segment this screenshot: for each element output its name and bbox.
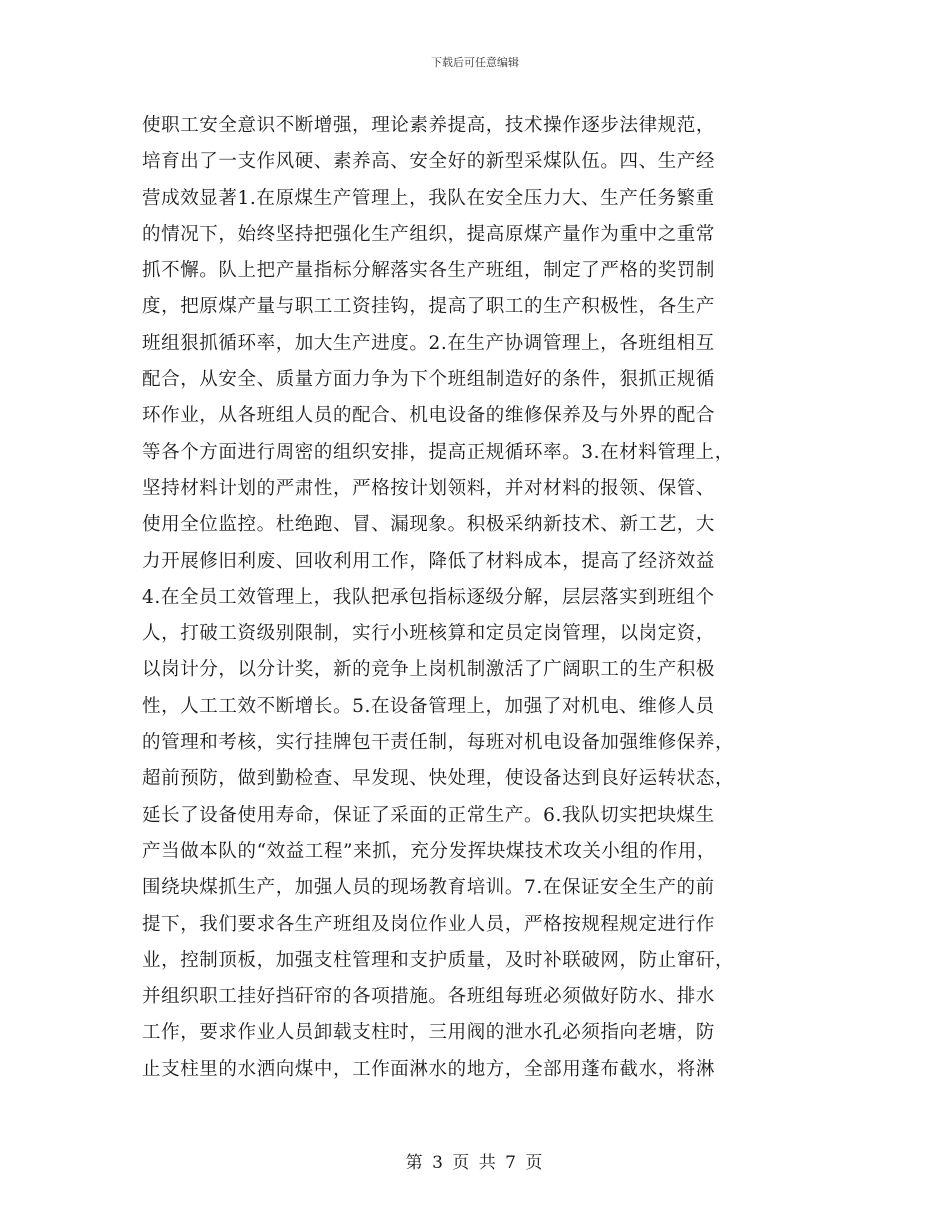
body-line: 并组织职工挂好挡矸帘的各项措施。各班组每班必须做好防水、排水: [142, 986, 716, 1008]
body-line: 配合，从安全、质量方面力争为下个班组制造好的条件，狠抓正规循: [142, 369, 716, 391]
page-footer: 第 3 页 共 7 页: [405, 1153, 545, 1173]
body-line: 工作，要求作业人员卸载支柱时，三用阀的泄水孔必须指向老塘，防: [142, 1022, 716, 1044]
body-line: 性，人工工效不断增长。5.在设备管理上，加强了对机电、维修人员: [142, 695, 715, 717]
body-line: 4.在全员工效管理上，我队把承包指标逐级分解，层层落实到班组个: [142, 586, 715, 608]
body-line: 使用全位监控。杜绝跑、冒、漏现象。积极采纳新技术、新工艺，大: [142, 514, 716, 536]
body-line: 人，打破工资级别限制，实行小班核算和定员定岗管理，以岗定资，: [142, 623, 716, 645]
body-text: [142, 108, 812, 1088]
body-line: 使职工安全意识不断增强，理论素养提高，技术操作逐步法律规范，: [142, 115, 716, 136]
body-line: 延长了设备使用寿命，保证了采面的正常生产。6.我队切实把块煤生: [142, 804, 715, 826]
body-line: 提下，我们要求各生产班组及岗位作业人员，严格按规程规定进行作: [142, 913, 716, 935]
body-line: 围绕块煤抓生产，加强人员的现场教育培训。7.在保证安全生产的前: [142, 877, 715, 899]
body-line: 营成效显著1.在原煤生产管理上，我队在安全压力大、生产任务繁重: [142, 187, 715, 209]
body-line: 产当做本队的“效益工程”来抓，充分发挥块煤技术攻关小组的作用，: [142, 840, 717, 862]
body-line: 的情况下，始终坚持把强化生产组织，提高原煤产量作为重中之重常: [142, 223, 716, 245]
body-line: 以岗计分，以分计奖，新的竞争上岗机制激活了广阔职工的生产积极: [142, 659, 716, 681]
body-line: 止支柱里的水洒向煤中，工作面淋水的地方，全部用蓬布截水，将淋: [142, 1058, 716, 1080]
page-header: 下载后可任意编辑: [431, 56, 519, 69]
body-line: 环作业，从各班组人员的配合、机电设备的维修保养及与外界的配合: [142, 405, 716, 427]
body-line: 班组狠抓循环率，加大生产进度。2.在生产协调管理上，各班组相互: [142, 332, 715, 354]
body-line: 度，把原煤产量与职工工资挂钩，提高了职工的生产积极性，各生产: [142, 296, 716, 318]
body-line: 培育出了一支作风硬、素养高、安全好的新型采煤队伍。四、生产经: [142, 151, 716, 173]
body-line: 抓不懈。队上把产量指标分解落实各生产班组，制定了严格的奖罚制: [142, 260, 716, 282]
body-line: 等各个方面进行周密的组织安排，提高正规循环率。3.在材料管理上，: [142, 441, 734, 463]
body-line: 坚持材料计划的严肃性，严格按计划领料，并对材料的报领、保管、: [142, 477, 716, 499]
body-line: 力开展修旧利废、回收利用工作，降低了材料成本，提高了经济效益: [142, 550, 716, 572]
body-line: 的管理和考核，实行挂牌包干责任制，每班对机电设备加强维修保养，: [142, 732, 735, 754]
body-line: 超前预防，做到勤检查、早发现、快处理，使设备达到良好运转状态，: [142, 768, 735, 790]
body-line: 业，控制顶板，加强支柱管理和支护质量，及时补联破网，防止窜矸，: [142, 949, 735, 971]
